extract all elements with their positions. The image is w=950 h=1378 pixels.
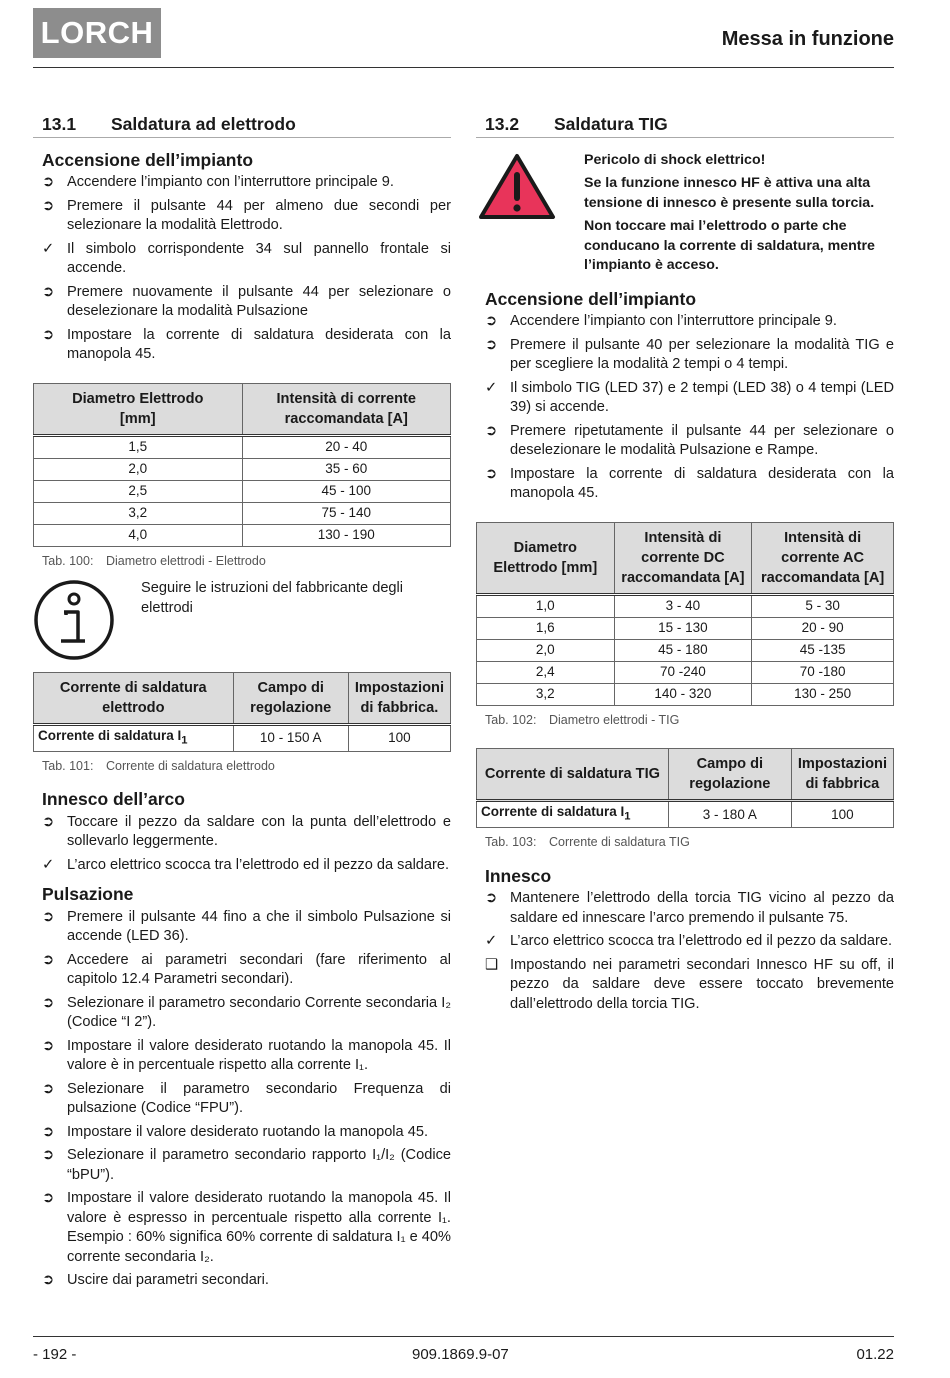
list-item-text: L’arco elettrico scocca tra l’elettrodo ed il pezzo da saldare. <box>67 856 450 873</box>
table-row <box>477 661 894 683</box>
caption-text: Diametro elettrodi - Elettrodo <box>106 553 266 568</box>
caption-number: Tab. 100: <box>42 553 94 568</box>
table-cell: 130 - 190 <box>242 524 451 546</box>
right-column <box>476 112 894 1018</box>
table-cell: 3 - 180 A <box>668 801 791 828</box>
list-item <box>33 1189 451 1267</box>
table-101 <box>33 672 451 752</box>
list-item-text: Toccare il pezzo da saldare con la punta dell’elettrodo e sollevarlo leggermente. <box>67 813 451 850</box>
subheading-accensione: Accensione dell’impianto <box>485 288 697 309</box>
table-row <box>477 683 894 705</box>
column-header: Intensità di corrente DC raccomandata [A] <box>614 522 752 594</box>
table-cell: 140 - 320 <box>614 683 752 705</box>
caption-number: Tab. 103: <box>485 835 537 850</box>
table-cell: 2,5 <box>34 480 243 502</box>
caption-text: Corrente di saldatura TIG <box>549 835 690 850</box>
column-header: Corrente di saldatura elettrodo <box>34 672 234 724</box>
bullet-marker: ➲ <box>42 1080 55 1097</box>
warning-line: Non toccare mai l’elettrodo o parte che conducano la corrente di saldatura, mentre l’impianto è acceso. <box>584 218 875 273</box>
list-item-text: Selezionare il parametro secondario rapporto I₁/I₂ (Codice “bPU”). <box>67 1147 451 1183</box>
list-item <box>476 422 894 461</box>
revision-date: 01.22 <box>856 1346 894 1363</box>
list-item <box>33 951 451 990</box>
list-item <box>476 889 894 928</box>
table-cell <box>477 801 669 828</box>
column-header: Impostazioni di fabbrica. <box>348 672 450 724</box>
list-item-text: L’arco elettrico scocca tra l’elettrodo ed il pezzo da saldare. <box>510 933 893 950</box>
list-item-text: Impostare il valore desiderato ruotando la manopola 45. Il valore è in percentuale rispetto alla corrente I₁. <box>67 1037 451 1074</box>
list-item-text: Il simbolo TIG (LED 37) e 2 tempi (LED 38) o 4 tempi (LED 39) si accende. <box>510 379 894 415</box>
table-caption <box>485 711 894 731</box>
list-item <box>33 326 451 365</box>
list-item <box>476 312 894 332</box>
table-caption <box>485 833 894 853</box>
list-item-text: Premere il pulsante 40 per selezionare la modalità TIG e per scegliere la modalità 2 tempi o 4 tempi. <box>510 336 894 372</box>
list-item-text: Impostare il valore desiderato ruotando la manopola 45. Il valore è espresso in percentuale rispetto alla corrente I₁. Esempio : 60% significa 60% corrente di saldatura I₁ e 40% corrente secondaria I₂. <box>67 1190 451 1265</box>
list-item-text: Mantenere l’elettrodo della torcia TIG vicino al pezzo da saldare ed innescare l’arco premendo il pulsante 75. <box>510 890 894 926</box>
table-cell: 75 - 140 <box>242 502 451 524</box>
list-item <box>33 908 451 947</box>
table-cell: 20 - 40 <box>242 435 451 458</box>
list-item <box>33 856 451 876</box>
page-header-title: Messa in funzione <box>721 28 894 50</box>
cell-subscript: 1 <box>624 810 631 823</box>
column-header: Impostazioni di fabbrica <box>791 749 893 801</box>
list-item-text: Premere il pulsante 44 per almeno due secondi per selezionare la modalità Elettrodo. <box>67 197 451 233</box>
list-item-text: Selezionare il parametro secondario Frequenza di pulsazione (Codice “FPU”). <box>67 1080 451 1117</box>
column-header: Campo di regolazione <box>668 749 791 801</box>
warning-triangle-icon <box>476 151 584 280</box>
caption-number: Tab. 101: <box>42 758 94 773</box>
column-header <box>34 383 243 435</box>
bullet-marker: ➲ <box>485 336 498 353</box>
table-103 <box>476 748 894 828</box>
lorch-logo: LORCH <box>33 8 161 58</box>
list-item <box>33 1037 451 1076</box>
danger-warning <box>476 151 894 280</box>
bullet-marker: ➲ <box>42 174 55 190</box>
table-cell: 70 -180 <box>752 661 894 683</box>
list-item-text: Il simbolo corrispondente 34 sul pannello frontale si accende. <box>67 240 451 276</box>
bullet-marker: ➲ <box>42 1123 55 1140</box>
page-number: - 192 - <box>33 1346 77 1363</box>
header-line: [mm] <box>119 410 156 427</box>
table-cell: 35 - 60 <box>242 458 451 480</box>
caption-text: Corrente di saldatura elettrodo <box>106 758 275 773</box>
list-item-text: Selezionare il parametro secondario Corrente secondaria I₂ (Codice “I 2”). <box>67 994 451 1031</box>
list-item-text: Impostare la corrente di saldatura desiderata con la manopola 45. <box>67 326 451 362</box>
list-item-text: Uscire dai parametri secondari. <box>67 1272 269 1289</box>
column-header: Corrente di saldatura TIG <box>477 749 669 801</box>
subheading-innesco-arco: Innesco dell’arco <box>42 789 185 810</box>
list-item-text: Premere ripetutamente il pulsante 44 per selezionare o deselezionare le modalità Pulsazione e Rampe. <box>510 422 894 458</box>
column-header: Campo di regolazione <box>233 672 348 724</box>
bullet-marker: ➲ <box>485 313 498 329</box>
bullet-marker: ✓ <box>485 933 498 950</box>
table-100 <box>33 383 451 547</box>
steps-list <box>33 908 451 1291</box>
cell-label: Corrente di saldatura I <box>481 804 625 819</box>
list-item <box>33 994 451 1033</box>
footer-rule <box>33 1336 894 1337</box>
info-icon <box>33 579 141 668</box>
subheading-accensione: Accensione dell’impianto <box>42 149 254 170</box>
list-item <box>33 1146 451 1185</box>
table-row <box>477 594 894 617</box>
bullet-marker: ✓ <box>42 856 55 873</box>
bullet-marker: ➲ <box>42 283 55 300</box>
list-item-text: Accedere ai parametri secondari (fare riferimento al capitolo 12.4 Parametri secondari). <box>67 951 451 988</box>
table-row <box>34 724 451 751</box>
list-item-text: Impostare il valore desiderato ruotando la manopola 45. <box>67 1123 429 1140</box>
list-item <box>33 283 451 322</box>
section-title: Saldatura ad elettrodo <box>111 114 296 134</box>
list-item <box>476 932 894 952</box>
bullet-marker: ➲ <box>485 465 498 482</box>
steps-list <box>33 813 451 876</box>
table-102 <box>476 522 894 706</box>
list-item <box>476 379 894 418</box>
warning-text <box>584 151 894 280</box>
document-number: 909.1869.9-07 <box>412 1346 509 1363</box>
column-header: Diametro Elettrodo [mm] <box>477 522 615 594</box>
list-item <box>33 173 451 193</box>
table-row <box>34 435 451 458</box>
table-cell: 100 <box>791 801 893 828</box>
list-item <box>476 465 894 504</box>
steps-list <box>476 312 894 504</box>
section-heading-13-1 <box>33 112 451 138</box>
table-cell: 2,0 <box>477 639 615 661</box>
list-item <box>33 1271 451 1291</box>
section-title: Saldatura TIG <box>554 114 668 134</box>
table-cell: 100 <box>348 724 450 751</box>
table-cell: 3 - 40 <box>614 594 752 617</box>
warning-line: Se la funzione innesco HF è attiva una alta tensione di innesco è presente sulla torcia. <box>584 175 875 211</box>
list-item <box>33 1123 451 1143</box>
bullet-marker: ➲ <box>42 908 55 925</box>
list-item <box>33 240 451 279</box>
table-cell: 10 - 150 A <box>233 724 348 751</box>
list-item <box>476 956 894 1015</box>
bullet-marker: ➲ <box>485 890 498 907</box>
table-row <box>34 458 451 480</box>
table-row <box>477 617 894 639</box>
table-cell: 45 - 100 <box>242 480 451 502</box>
note-text: Seguire le istruzioni del fabbricante degli elettrodi <box>141 580 404 616</box>
header-line: Diametro Elettrodo <box>72 390 204 407</box>
list-item-text: Premere nuovamente il pulsante 44 per selezionare o deselezionare la modalità Pulsazione <box>67 283 451 319</box>
table-cell: 45 -135 <box>752 639 894 661</box>
warning-line: Pericolo di shock elettrico! <box>584 151 766 168</box>
list-item-text: Premere il pulsante 44 fino a che il simbolo Pulsazione si accende (LED 36). <box>67 908 451 945</box>
section-number: 13.1 <box>42 114 77 134</box>
list-item <box>33 1080 451 1119</box>
table-cell: 1,0 <box>477 594 615 617</box>
table-cell: 130 - 250 <box>752 683 894 705</box>
section-number: 13.2 <box>485 114 520 134</box>
steps-list <box>33 173 451 365</box>
bullet-marker: ➲ <box>42 1190 55 1207</box>
bullet-marker: ➲ <box>42 951 55 968</box>
table-cell: 2,0 <box>34 458 243 480</box>
section-heading-13-2 <box>476 112 894 138</box>
table-cell: 20 - 90 <box>752 617 894 639</box>
list-item <box>476 336 894 375</box>
column-header: Intensità di corrente raccomandata [A] <box>242 383 451 435</box>
bullet-marker: ➲ <box>42 197 55 214</box>
table-cell: 45 - 180 <box>614 639 752 661</box>
table-cell: 70 -240 <box>614 661 752 683</box>
table-cell: 2,4 <box>477 661 615 683</box>
table-cell: 3,2 <box>34 502 243 524</box>
steps-list <box>476 889 894 1014</box>
list-item-text: Accendere l’impianto con l’interruttore principale 9. <box>67 174 394 190</box>
cell-label: Corrente di saldatura I <box>38 727 182 743</box>
list-item <box>33 813 451 852</box>
table-cell: 15 - 130 <box>614 617 752 639</box>
bullet-marker: ✓ <box>485 379 498 396</box>
table-caption <box>42 552 451 572</box>
bullet-marker: ➲ <box>42 1272 55 1289</box>
list-item-text: Impostare la corrente di saldatura desiderata con la manopola 45. <box>510 465 894 501</box>
table-cell: 3,2 <box>477 683 615 705</box>
table-row <box>34 480 451 502</box>
table-row <box>34 502 451 524</box>
bullet-marker: ❑ <box>485 956 499 973</box>
column-header: Intensità di corrente AC raccomandata [A] <box>752 522 894 594</box>
list-item-text: Accendere l’impianto con l’interruttore principale 9. <box>510 313 837 329</box>
subheading-pulsazione: Pulsazione <box>42 884 134 905</box>
info-note <box>33 579 451 668</box>
table-cell <box>34 724 234 751</box>
table-cell: 1,6 <box>477 617 615 639</box>
table-cell: 4,0 <box>34 524 243 546</box>
table-row <box>34 524 451 546</box>
bullet-marker: ➲ <box>42 1037 55 1054</box>
table-caption <box>42 757 451 777</box>
bullet-marker: ➲ <box>42 1147 55 1164</box>
bullet-marker: ➲ <box>42 326 55 343</box>
caption-text: Diametro elettrodi - TIG <box>549 712 680 727</box>
bullet-marker: ➲ <box>485 422 498 439</box>
bullet-marker: ➲ <box>42 994 55 1011</box>
table-cell: 5 - 30 <box>752 594 894 617</box>
bullet-marker: ✓ <box>42 240 55 257</box>
left-column <box>33 112 451 1295</box>
list-item <box>33 197 451 236</box>
table-cell: 1,5 <box>34 435 243 458</box>
header-rule <box>33 67 894 68</box>
cell-subscript: 1 <box>181 734 188 747</box>
caption-number: Tab. 102: <box>485 712 537 727</box>
bullet-marker: ➲ <box>42 813 55 830</box>
list-item-text: Impostando nei parametri secondari Innesco HF su off, il pezzo da saldare deve essere toccato brevemente dall’elettrodo della torcia TIG. <box>510 956 894 1012</box>
subheading-innesco: Innesco <box>485 865 552 886</box>
table-row <box>477 639 894 661</box>
table-row <box>477 801 894 828</box>
